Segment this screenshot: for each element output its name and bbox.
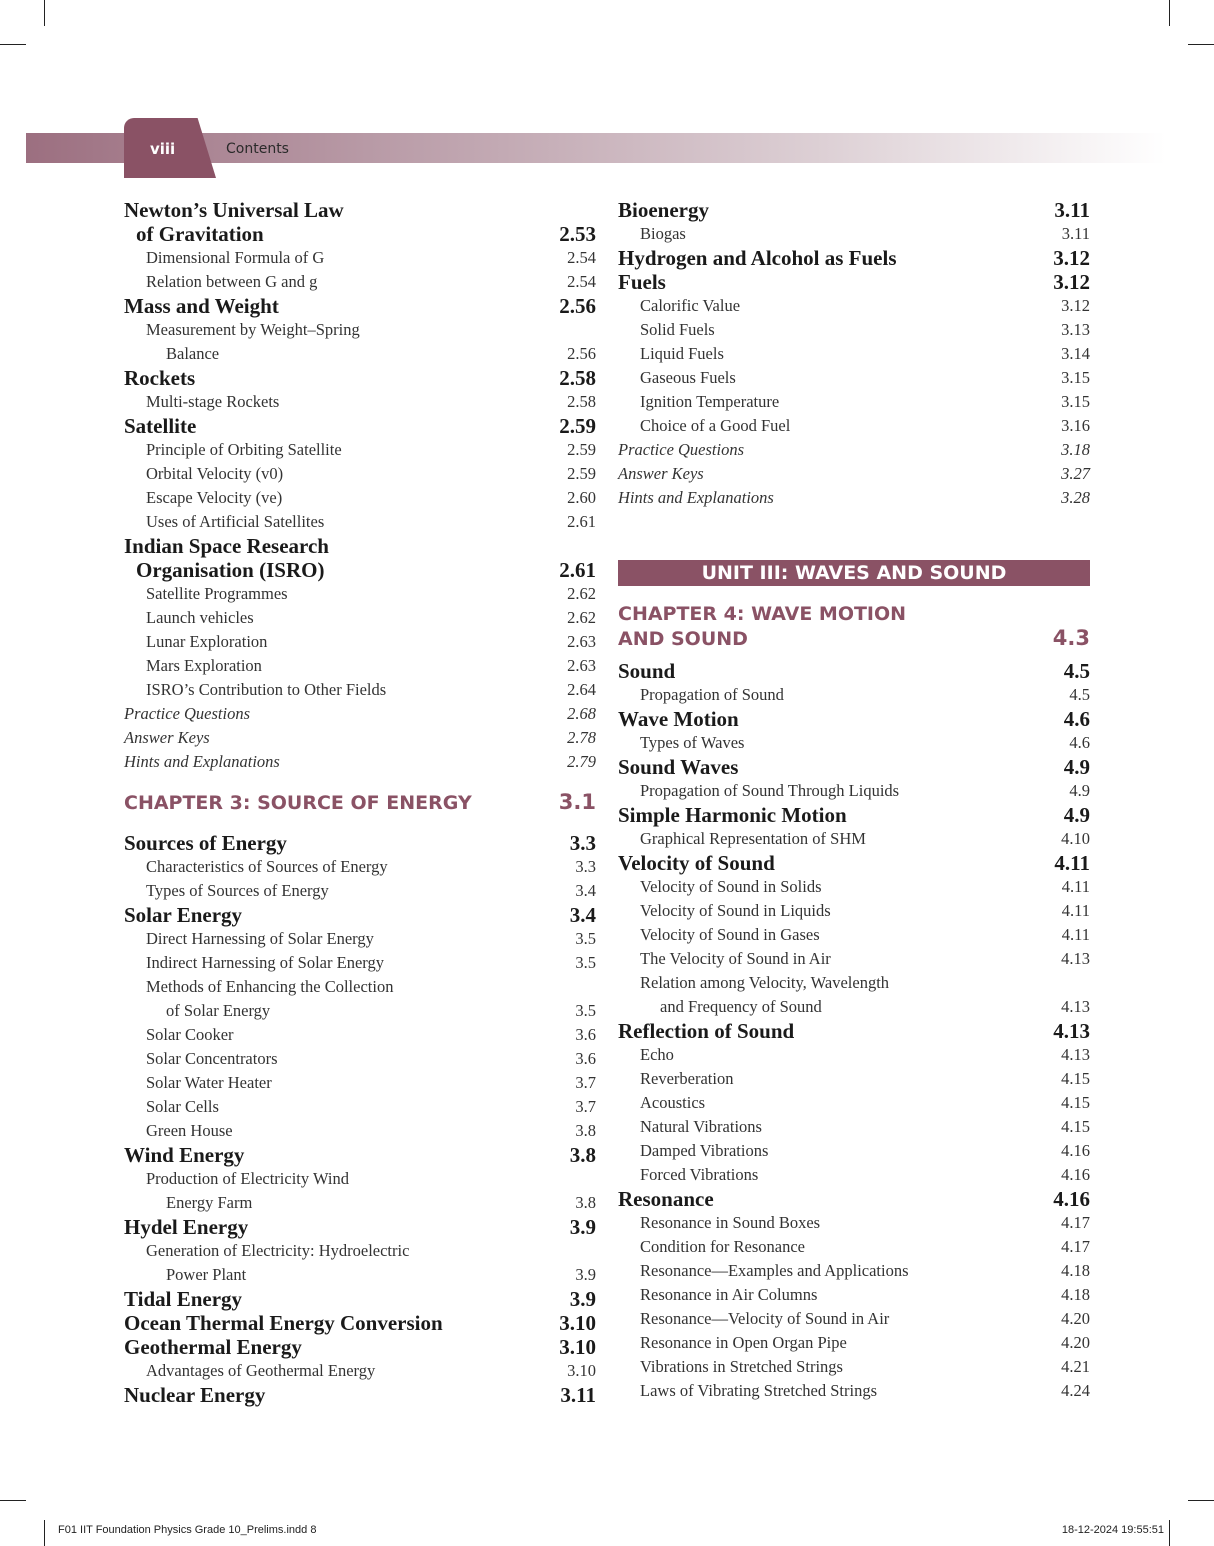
toc-entry-title: Echo	[640, 1045, 674, 1064]
toc-page-number: 4.13	[1061, 1045, 1090, 1064]
toc-entry-title: Reverberation	[640, 1069, 734, 1088]
toc-entry-title: Methods of Enhancing the Collection	[146, 977, 394, 996]
toc-heading	[124, 1383, 596, 1407]
toc-subentry	[618, 1259, 1090, 1283]
toc-subentry	[618, 1235, 1090, 1259]
toc-entry-title: Resonance in Open Organ Pipe	[640, 1333, 847, 1352]
toc-heading	[124, 1311, 596, 1335]
toc-page-number: 4.16	[1053, 1187, 1090, 1211]
toc-back-matter	[124, 702, 596, 726]
toc-page-number: 4.13	[1061, 949, 1090, 968]
toc-entry-title: Bioenergy	[618, 198, 709, 222]
toc-page-number: 3.6	[575, 1025, 596, 1044]
toc-subentry	[618, 222, 1090, 246]
toc-entry-title: Hydrogen and Alcohol as Fuels	[618, 246, 897, 270]
toc-subentry	[124, 855, 596, 879]
toc-subentry	[618, 1283, 1090, 1307]
toc-page-number: 3.8	[575, 1121, 596, 1140]
toc-entry-title: Graphical Representation of SHM	[640, 829, 866, 848]
toc-page-number: 4.16	[1061, 1165, 1090, 1184]
toc-page-number: 4.17	[1061, 1237, 1090, 1256]
toc-heading	[618, 851, 1090, 875]
toc-subentry	[618, 731, 1090, 755]
toc-page-number: 3.16	[1061, 416, 1090, 435]
toc-page-number: 3.3	[575, 857, 596, 876]
toc-subentry	[124, 582, 596, 606]
toc-subentry	[618, 318, 1090, 342]
toc-page-number: 4.13	[1061, 997, 1090, 1016]
toc-page-number: 2.59	[559, 414, 596, 438]
toc-page-number: 2.59	[567, 440, 596, 459]
toc-entry-title: Relation between G and g	[146, 272, 318, 291]
toc-page-number: 2.61	[567, 512, 596, 531]
toc-entry-title: Dimensional Formula of G	[146, 248, 325, 267]
toc-page-number: 2.58	[567, 392, 596, 411]
toc-entry-title: Ignition Temperature	[640, 392, 780, 411]
toc-chapter-heading	[124, 790, 596, 815]
toc-entry-title: Production of Electricity Wind	[146, 1169, 349, 1188]
toc-subentry	[618, 366, 1090, 390]
toc-subentry	[124, 1359, 596, 1383]
toc-entry-title: Forced Vibrations	[640, 1165, 759, 1184]
toc-entry-title: Ocean Thermal Energy Conversion	[124, 1311, 443, 1335]
toc-entry-title: Velocity of Sound in Solids	[640, 877, 822, 896]
toc-subentry	[124, 462, 596, 486]
toc-page-number: 4.11	[1054, 851, 1090, 875]
toc-heading	[124, 1287, 596, 1311]
toc-entry-title: Sound Waves	[618, 755, 739, 779]
toc-subentry	[124, 1071, 596, 1095]
toc-entry-title: Hints and Explanations	[124, 752, 280, 771]
toc-subentry	[124, 1095, 596, 1119]
toc-page-number: 3.11	[560, 1383, 596, 1407]
toc-entry-title: Condition for Resonance	[640, 1237, 805, 1256]
toc-subentry	[124, 486, 596, 510]
toc-entry-title: Satellite	[124, 414, 197, 438]
toc-page-number: 2.62	[567, 584, 596, 603]
toc-subentry	[618, 390, 1090, 414]
toc-page-number: 2.59	[567, 464, 596, 483]
crop-mark	[1188, 44, 1214, 45]
toc-left-column	[124, 198, 596, 1407]
toc-subentry	[618, 899, 1090, 923]
toc-page-number: 4.10	[1061, 829, 1090, 848]
toc-back-matter	[618, 438, 1090, 462]
toc-subentry	[618, 342, 1090, 366]
toc-subentry	[618, 1091, 1090, 1115]
toc-entry-title: Damped Vibrations	[640, 1141, 769, 1160]
toc-page-number: 4.11	[1061, 901, 1090, 920]
toc-subentry	[618, 947, 1090, 971]
toc-subentry	[124, 1167, 596, 1191]
toc-page-number: 3.8	[575, 1193, 596, 1212]
toc-subentry	[124, 318, 596, 342]
toc-entry-title: Indian Space Research	[124, 534, 329, 558]
toc-subentry	[618, 683, 1090, 707]
toc-heading	[124, 366, 596, 390]
toc-entry-title: Fuels	[618, 270, 666, 294]
toc-subentry	[124, 1023, 596, 1047]
toc-page-number: 4.11	[1061, 877, 1090, 896]
toc-page-number: 2.53	[559, 222, 596, 246]
toc-page-number: 2.63	[567, 656, 596, 675]
toc-right-column	[618, 198, 1090, 1403]
toc-subentry	[124, 654, 596, 678]
crop-mark	[44, 0, 45, 26]
toc-page-number: 3.5	[575, 929, 596, 948]
toc-subentry	[618, 995, 1090, 1019]
toc-entry-title: Velocity of Sound in Liquids	[640, 901, 831, 920]
toc-entry-title: Answer Keys	[124, 728, 210, 747]
toc-page-number: 4.3	[1052, 626, 1090, 650]
toc-entry-title: Geothermal Energy	[124, 1335, 302, 1359]
toc-page-number: 3.9	[575, 1265, 596, 1284]
toc-subentry	[618, 779, 1090, 803]
toc-page-number: 3.3	[569, 831, 596, 855]
footer-file-info: F01 IIT Foundation Physics Grade 10_Prelims.indd 8	[58, 1524, 317, 1536]
toc-heading	[124, 1143, 596, 1167]
toc-entry-title: Gaseous Fuels	[640, 368, 736, 387]
unit-banner: UNIT III: WAVES AND SOUND	[618, 560, 1090, 586]
toc-heading	[618, 246, 1090, 270]
toc-entry-title: Propagation of Sound	[640, 685, 784, 704]
toc-entry-title: Characteristics of Sources of Energy	[146, 857, 388, 876]
toc-heading	[124, 198, 596, 222]
toc-entry-title: Acoustics	[640, 1093, 706, 1112]
toc-subentry	[124, 1263, 596, 1287]
toc-entry-title: Velocity of Sound	[618, 851, 775, 875]
toc-entry-title: Escape Velocity (ve)	[146, 488, 283, 507]
toc-entry-title: Balance	[166, 344, 220, 363]
toc-subentry	[618, 1355, 1090, 1379]
toc-page-number: 2.62	[567, 608, 596, 627]
page-number: viii	[150, 140, 176, 158]
crop-mark	[44, 1520, 45, 1546]
toc-entry-title: Lunar Exploration	[146, 632, 268, 651]
toc-page-number: 3.9	[569, 1215, 596, 1239]
toc-page-number: 4.11	[1061, 925, 1090, 944]
toc-page-number: 4.15	[1061, 1117, 1090, 1136]
toc-page-number: 3.7	[575, 1073, 596, 1092]
toc-subentry	[124, 1191, 596, 1215]
toc-page-number: 2.56	[559, 294, 596, 318]
toc-entry-title: Practice Questions	[618, 440, 745, 459]
toc-subentry	[618, 1139, 1090, 1163]
toc-page-number: 2.78	[567, 728, 596, 747]
toc-entry-title: Energy Farm	[166, 1193, 253, 1212]
toc-page-number: 4.5	[1063, 659, 1090, 683]
toc-page-number: 3.10	[559, 1311, 596, 1335]
toc-chapter-heading	[618, 602, 1090, 626]
crop-mark	[0, 44, 26, 45]
toc-page-number: 3.1	[558, 790, 596, 814]
toc-page-number: 4.20	[1061, 1309, 1090, 1328]
toc-heading	[618, 1187, 1090, 1211]
toc-page-number: 2.56	[567, 344, 596, 363]
toc-page-number: 2.60	[567, 488, 596, 507]
toc-entry-title: The Velocity of Sound in Air	[640, 949, 831, 968]
toc-subentry	[124, 999, 596, 1023]
toc-page-number: 4.15	[1061, 1093, 1090, 1112]
toc-subentry	[124, 1119, 596, 1143]
toc-subentry	[124, 438, 596, 462]
toc-back-matter	[618, 462, 1090, 486]
crop-mark	[1188, 1500, 1214, 1501]
toc-page-number: 3.27	[1061, 464, 1090, 483]
toc-entry-title: Multi-stage Rockets	[146, 392, 280, 411]
toc-entry-title: Wind Energy	[124, 1143, 245, 1167]
toc-entry-title: AND SOUND	[618, 628, 748, 650]
toc-entry-title: Newton’s Universal Law	[124, 198, 344, 222]
running-head: Contents	[226, 141, 289, 157]
toc-page-number: 4.9	[1063, 755, 1090, 779]
toc-heading	[124, 534, 596, 558]
toc-heading	[618, 198, 1090, 222]
toc-subentry	[618, 875, 1090, 899]
toc-page-number: 4.18	[1061, 1261, 1090, 1280]
toc-page-number: 3.6	[575, 1049, 596, 1068]
toc-page-number: 4.17	[1061, 1213, 1090, 1232]
toc-page-number: 3.11	[1061, 224, 1090, 243]
toc-entry-title: Measurement by Weight–Spring	[146, 320, 360, 339]
toc-heading	[618, 755, 1090, 779]
toc-entry-title: and Frequency of Sound	[660, 997, 822, 1016]
toc-entry-title: Resonance—Velocity of Sound in Air	[640, 1309, 890, 1328]
toc-entry-title: Tidal Energy	[124, 1287, 243, 1311]
toc-entry-title: CHAPTER 4: WAVE MOTION	[618, 603, 907, 625]
toc-entry-title: Rockets	[124, 366, 196, 390]
toc-entry-title: Solar Energy	[124, 903, 243, 927]
toc-page-number: 3.8	[569, 1143, 596, 1167]
toc-entry-title: Resonance in Air Columns	[640, 1285, 818, 1304]
toc-entry-title: Velocity of Sound in Gases	[640, 925, 820, 944]
toc-entry-title: Solar Water Heater	[146, 1073, 272, 1092]
toc-page-number: 2.58	[559, 366, 596, 390]
toc-heading	[124, 558, 596, 582]
toc-page-number: 2.54	[567, 272, 596, 291]
toc-page-number: 4.6	[1069, 733, 1090, 752]
toc-heading	[618, 270, 1090, 294]
toc-page-number: 3.15	[1061, 392, 1090, 411]
toc-heading	[124, 831, 596, 855]
toc-entry-title: Calorific Value	[640, 296, 741, 315]
toc-entry-title: Answer Keys	[618, 464, 704, 483]
toc-entry-title: Solar Concentrators	[146, 1049, 278, 1068]
toc-heading	[124, 294, 596, 318]
toc-entry-title: Green House	[146, 1121, 233, 1140]
toc-entry-title: Resonance in Sound Boxes	[640, 1213, 821, 1232]
toc-subentry	[618, 294, 1090, 318]
toc-subentry	[618, 1163, 1090, 1187]
toc-entry-title: Laws of Vibrating Stretched Strings	[640, 1381, 878, 1400]
toc-subentry	[124, 951, 596, 975]
toc-back-matter	[618, 486, 1090, 510]
toc-entry-title: Natural Vibrations	[640, 1117, 762, 1136]
toc-subentry	[618, 971, 1090, 995]
toc-back-matter	[124, 750, 596, 774]
toc-entry-title: Resonance	[618, 1187, 714, 1211]
toc-heading	[124, 414, 596, 438]
toc-entry-title: Organisation (ISRO)	[136, 558, 325, 582]
toc-entry-title: of Solar Energy	[166, 1001, 271, 1020]
toc-page-number: 3.5	[575, 953, 596, 972]
toc-entry-title: Advantages of Geothermal Energy	[146, 1361, 376, 1380]
toc-subentry	[124, 390, 596, 414]
toc-page-number: 3.7	[575, 1097, 596, 1116]
toc-page-number: 4.18	[1061, 1285, 1090, 1304]
toc-entry-title: Simple Harmonic Motion	[618, 803, 847, 827]
toc-entry-title: Launch vehicles	[146, 608, 254, 627]
toc-subentry	[124, 270, 596, 294]
toc-page-number: 3.10	[567, 1361, 596, 1380]
toc-heading	[124, 1215, 596, 1239]
toc-page-number: 3.12	[1053, 246, 1090, 270]
toc-entry-title: Uses of Artificial Satellites	[146, 512, 325, 531]
toc-entry-title: Solar Cells	[146, 1097, 219, 1116]
toc-page-number: 3.12	[1053, 270, 1090, 294]
toc-subentry	[618, 923, 1090, 947]
toc-entry-title: Indirect Harnessing of Solar Energy	[146, 953, 384, 972]
toc-page-number: 2.63	[567, 632, 596, 651]
crop-mark	[1169, 0, 1170, 26]
toc-page-number: 3.12	[1061, 296, 1090, 315]
toc-entry-title: Hints and Explanations	[618, 488, 774, 507]
toc-entry-title: Liquid Fuels	[640, 344, 724, 363]
toc-heading	[124, 222, 596, 246]
toc-entry-title: Mars Exploration	[146, 656, 262, 675]
toc-page-number: 3.15	[1061, 368, 1090, 387]
toc-page-number: 2.61	[559, 558, 596, 582]
toc-entry-title: Vibrations in Stretched Strings	[640, 1357, 843, 1376]
toc-back-matter	[124, 726, 596, 750]
toc-heading	[618, 1019, 1090, 1043]
crop-mark	[1169, 1520, 1170, 1546]
toc-subentry	[124, 342, 596, 366]
toc-heading	[618, 659, 1090, 683]
crop-mark	[0, 1500, 26, 1501]
toc-page-number: 4.24	[1061, 1381, 1090, 1400]
toc-page-number: 3.4	[575, 881, 596, 900]
toc-heading	[124, 1335, 596, 1359]
toc-page-number: 4.15	[1061, 1069, 1090, 1088]
toc-subentry	[124, 1239, 596, 1263]
toc-subentry	[124, 927, 596, 951]
toc-entry-title: Solid Fuels	[640, 320, 715, 339]
toc-entry-title: Biogas	[640, 224, 686, 243]
toc-page-number: 2.79	[567, 752, 596, 771]
toc-page-number: 3.28	[1061, 488, 1090, 507]
toc-subentry	[124, 678, 596, 702]
toc-entry-title: Sound	[618, 659, 676, 683]
toc-entry-title: Relation among Velocity, Wavelength	[640, 973, 890, 992]
toc-page-number: 4.9	[1069, 781, 1090, 800]
toc-page-number: 4.20	[1061, 1333, 1090, 1352]
toc-entry-title: Power Plant	[166, 1265, 247, 1284]
toc-page-number: 3.10	[559, 1335, 596, 1359]
toc-page-number: 4.6	[1063, 707, 1090, 731]
toc-entry-title: Satellite Programmes	[146, 584, 288, 603]
footer-timestamp: 18-12-2024 19:55:51	[1061, 1524, 1164, 1536]
toc-entry-title: Hydel Energy	[124, 1215, 249, 1239]
toc-page-number: 2.54	[567, 248, 596, 267]
toc-page-number: 3.14	[1061, 344, 1090, 363]
toc-entry-title: Solar Cooker	[146, 1025, 234, 1044]
toc-page-number: 2.64	[567, 680, 596, 699]
toc-entry-title: Principle of Orbiting Satellite	[146, 440, 342, 459]
toc-entry-title: Direct Harnessing of Solar Energy	[146, 929, 374, 948]
toc-page-number: 3.11	[1054, 198, 1090, 222]
toc-entry-title: Reflection of Sound	[618, 1019, 795, 1043]
toc-page-number: 4.5	[1069, 685, 1090, 704]
toc-subentry	[618, 414, 1090, 438]
toc-subentry	[618, 1211, 1090, 1235]
toc-entry-title: Sources of Energy	[124, 831, 287, 855]
toc-subentry	[124, 246, 596, 270]
toc-entry-title: Orbital Velocity (v0)	[146, 464, 284, 483]
toc-entry-title: Resonance—Examples and Applications	[640, 1261, 909, 1280]
toc-page-number: 4.21	[1061, 1357, 1090, 1376]
toc-page-number: 3.18	[1061, 440, 1090, 459]
toc-page-number: 3.5	[575, 1001, 596, 1020]
toc-entry-title: CHAPTER 3: SOURCE OF ENERGY	[124, 792, 472, 814]
toc-subentry	[124, 975, 596, 999]
toc-heading	[618, 707, 1090, 731]
toc-subentry	[618, 1379, 1090, 1403]
toc-page-number: 3.9	[569, 1287, 596, 1311]
toc-entry-title: Nuclear Energy	[124, 1383, 266, 1407]
toc-heading	[124, 903, 596, 927]
toc-entry-title: Propagation of Sound Through Liquids	[640, 781, 900, 800]
toc-page-number: 2.68	[567, 704, 596, 723]
toc-entry-title: Generation of Electricity: Hydroelectric	[146, 1241, 410, 1260]
toc-subentry	[618, 1043, 1090, 1067]
toc-page-number: 4.9	[1063, 803, 1090, 827]
toc-entry-title: Choice of a Good Fuel	[640, 416, 791, 435]
toc-subentry	[124, 630, 596, 654]
toc-subentry	[618, 827, 1090, 851]
toc-entry-title: Wave Motion	[618, 707, 739, 731]
toc-heading	[618, 803, 1090, 827]
toc-subentry	[124, 1047, 596, 1071]
toc-entry-title: Types of Sources of Energy	[146, 881, 329, 900]
toc-subentry	[124, 510, 596, 534]
toc-page-number: 4.16	[1061, 1141, 1090, 1160]
toc-page-number: 4.13	[1053, 1019, 1090, 1043]
toc-chapter-heading	[618, 626, 1090, 651]
toc-page-number: 3.13	[1061, 320, 1090, 339]
toc-subentry	[618, 1331, 1090, 1355]
toc-page-number: 3.4	[569, 903, 596, 927]
toc-entry-title: of Gravitation	[136, 222, 264, 246]
toc-subentry	[124, 606, 596, 630]
toc-entry-title: Types of Waves	[640, 733, 745, 752]
toc-subentry	[618, 1307, 1090, 1331]
toc-subentry	[124, 879, 596, 903]
toc-subentry	[618, 1067, 1090, 1091]
toc-entry-title: ISRO’s Contribution to Other Fields	[146, 680, 387, 699]
toc-entry-title: Mass and Weight	[124, 294, 279, 318]
toc-subentry	[618, 1115, 1090, 1139]
toc-entry-title: Practice Questions	[124, 704, 251, 723]
